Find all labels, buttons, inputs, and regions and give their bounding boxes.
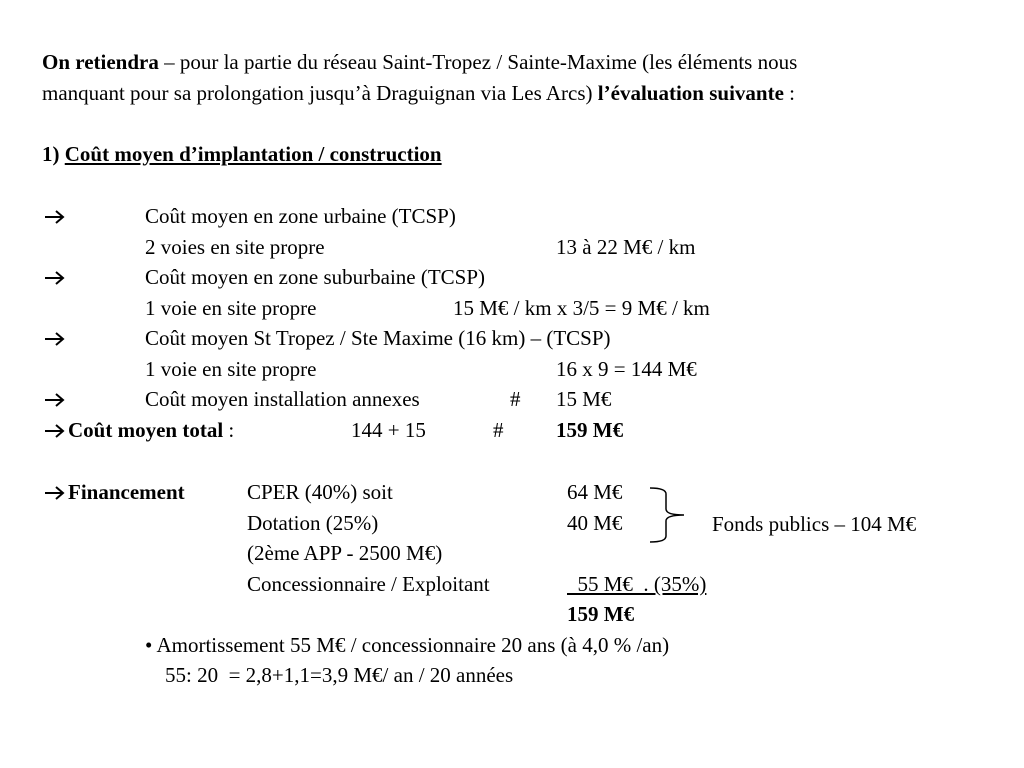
section-1-title: Coût moyen d’implantation / construction: [64, 142, 442, 166]
annexes-hash: #: [510, 387, 521, 411]
total-cost-value: 159 M€: [556, 418, 624, 442]
sttropez-cost-sub: 1 voie en site propre: [145, 357, 317, 381]
total-cost-label: Coût moyen total: [68, 418, 224, 442]
app-note: (2ème APP - 2500 M€): [247, 541, 443, 565]
curly-brace-icon: [646, 484, 692, 546]
sttropez-cost-value: 16 x 9 = 144 M€: [556, 357, 697, 381]
urban-cost-sub: 2 voies en site propre: [145, 235, 325, 259]
total-cost-calc: 144 + 15: [351, 418, 426, 442]
intro-line1-rest: – pour la partie du réseau Saint-Tropez / Sainte-Maxime (les éléments nous: [158, 50, 798, 74]
section-1-number: 1): [42, 142, 65, 166]
dotation-value: 40 M€: [567, 511, 623, 535]
total-cost-colon: :: [223, 418, 235, 442]
sttropez-cost-label: Coût moyen St Tropez / Ste Maxime (16 km) – (TCSP): [145, 326, 611, 350]
intro-line-2: [42, 83, 795, 104]
total-hash: #: [493, 418, 504, 442]
amortization-line-2: 55: 20 = 2,8+1,1=3,9 M€/ an / 20 années: [165, 663, 514, 687]
cper-label: CPER (40%) soit: [247, 480, 393, 504]
right-arrow-icon: [44, 330, 66, 348]
concession-value: 55 M€ . (35%): [567, 572, 707, 596]
annexes-cost-label: Coût moyen installation annexes: [145, 387, 420, 411]
financing-label: Financement: [68, 480, 185, 504]
cper-value: 64 M€: [567, 480, 623, 504]
bullet-icon: •: [145, 633, 153, 657]
right-arrow-icon: [44, 484, 66, 502]
annexes-cost-value: 15 M€: [556, 387, 612, 411]
intro-line2-end: :: [783, 81, 795, 105]
right-arrow-icon: [44, 422, 66, 440]
right-arrow-icon: [44, 208, 66, 226]
suburban-cost-sub: 1 voie en site propre: [145, 296, 317, 320]
financing-total-value: 159 M€: [567, 602, 635, 626]
right-arrow-icon: [44, 391, 66, 409]
dotation-label: Dotation (25%): [247, 511, 379, 535]
section-1-heading: [42, 144, 442, 165]
suburban-cost-value: 15 M€ / km x 3/5 = 9 M€ / km: [453, 296, 710, 320]
concession-label: Concessionnaire / Exploitant: [247, 572, 490, 596]
intro-bold-lead: On retiendra: [42, 50, 159, 74]
intro-line2-text: manquant pour sa prolongation jusqu’à Draguignan via Les Arcs): [42, 81, 598, 105]
amortization-text-1: Amortissement 55 M€ / concessionnaire 20 ans (à 4,0 % /an): [156, 633, 670, 657]
urban-cost-label: Coût moyen en zone urbaine (TCSP): [145, 204, 456, 228]
intro-line-1: [42, 52, 797, 73]
intro-line2-bold: l’évaluation suivante: [597, 81, 784, 105]
right-arrow-icon: [44, 269, 66, 287]
urban-cost-value: 13 à 22 M€ / km: [556, 235, 696, 259]
public-funds-label: Fonds publics – 104 M€: [712, 512, 917, 536]
suburban-cost-label: Coût moyen en zone suburbaine (TCSP): [145, 265, 486, 289]
total-cost-line: [68, 420, 234, 441]
amortization-line-1: [145, 635, 669, 656]
